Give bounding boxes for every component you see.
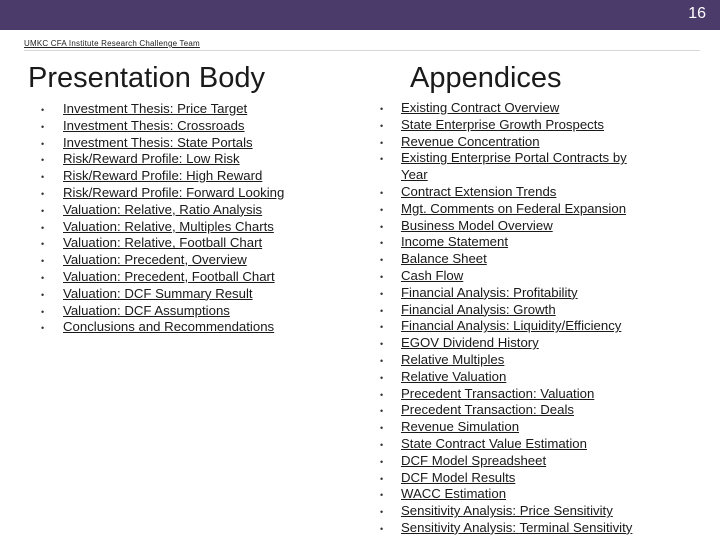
presentation-body-item[interactable] xyxy=(41,101,284,118)
bullet-icon: • xyxy=(41,155,45,166)
appendix-link[interactable]: Income Statement xyxy=(401,234,509,250)
appendix-link[interactable]: Business Model Overview xyxy=(401,217,553,233)
appendix-item[interactable] xyxy=(380,217,656,235)
bullet-icon: • xyxy=(380,187,384,198)
appendix-link[interactable]: Financial Analysis: Liquidity/Efficiency xyxy=(401,318,622,334)
appendix-item[interactable] xyxy=(380,351,656,369)
presentation-body-link[interactable]: Valuation: Relative, Ratio Analysis xyxy=(63,201,263,217)
presentation-body-link[interactable]: Valuation: Precedent, Football Chart xyxy=(63,268,275,284)
presentation-body-link[interactable]: Valuation: DCF Assumptions xyxy=(63,302,230,318)
appendix-item[interactable] xyxy=(380,100,656,117)
bullet-icon: • xyxy=(380,255,384,266)
presentation-body-item[interactable] xyxy=(41,184,285,202)
top-bar xyxy=(0,0,720,30)
bullet-icon: • xyxy=(380,355,384,366)
appendix-item[interactable] xyxy=(380,284,656,302)
appendices-title: Appendices xyxy=(410,62,562,94)
presentation-body-item[interactable] xyxy=(41,201,284,219)
presentation-body-item[interactable] xyxy=(41,235,284,252)
appendix-item[interactable] xyxy=(380,469,656,487)
presentation-body-item[interactable] xyxy=(41,117,284,135)
presentation-body-link[interactable]: Valuation: Relative, Multiples Charts xyxy=(63,218,274,234)
appendix-link[interactable]: Precedent Transaction: Valuation xyxy=(401,385,595,401)
bullet-icon: • xyxy=(380,238,384,249)
presentation-body-link[interactable]: Valuation: Precedent, Overview xyxy=(63,252,247,268)
appendix-item[interactable] xyxy=(380,234,656,251)
presentation-body-item[interactable] xyxy=(41,218,284,236)
bullet-icon: • xyxy=(41,138,45,149)
appendix-link[interactable]: Existing Enterprise Portal Contracts by Year xyxy=(401,150,627,183)
appendix-link[interactable]: Revenue Simulation xyxy=(401,419,520,435)
bullet-icon: • xyxy=(41,306,45,317)
appendix-link[interactable]: DCF Model Spreadsheet xyxy=(401,452,547,468)
bullet-icon: • xyxy=(380,406,384,417)
bullet-icon: • xyxy=(41,172,45,183)
presentation-body-link[interactable]: Risk/Reward Profile: Forward Looking xyxy=(63,184,285,200)
bullet-icon: • xyxy=(41,121,45,132)
appendix-link[interactable]: Balance Sheet xyxy=(401,251,487,267)
appendix-link[interactable]: Sensitivity Analysis: Terminal Sensitivity xyxy=(401,519,633,535)
appendix-item[interactable] xyxy=(380,503,656,520)
appendix-link[interactable]: Relative Multiples xyxy=(401,351,505,367)
bullet-icon: • xyxy=(41,239,45,250)
appendix-item[interactable] xyxy=(380,133,656,151)
presentation-body-link[interactable]: Risk/Reward Profile: High Reward xyxy=(63,168,263,184)
bullet-icon: • xyxy=(41,289,45,300)
bullet-icon: • xyxy=(380,473,384,484)
appendix-link[interactable]: DCF Model Results xyxy=(401,469,516,485)
appendix-link[interactable]: Precedent Transaction: Deals xyxy=(401,402,574,418)
presentation-body-item[interactable] xyxy=(41,168,284,185)
appendix-item[interactable] xyxy=(380,486,656,503)
bullet-icon: • xyxy=(380,523,384,534)
bullet-icon: • xyxy=(380,439,384,450)
appendix-link[interactable]: State Contract Value Estimation xyxy=(401,435,587,451)
appendix-link[interactable]: Existing Contract Overview xyxy=(401,100,560,115)
bullet-icon: • xyxy=(380,221,384,232)
appendix-item[interactable] xyxy=(380,402,656,419)
bullet-icon: • xyxy=(41,105,45,115)
presentation-body-item[interactable] xyxy=(41,285,284,303)
bullet-icon: • xyxy=(380,339,384,350)
appendix-item[interactable] xyxy=(380,267,656,285)
presentation-body-link[interactable]: Conclusions and Recommendations xyxy=(63,319,275,335)
presentation-body-link[interactable]: Risk/Reward Profile: Low Risk xyxy=(63,151,240,167)
bullet-icon: • xyxy=(380,137,384,148)
appendix-item[interactable] xyxy=(380,419,656,436)
presentation-body-link[interactable]: Investment Thesis: State Portals xyxy=(63,134,253,150)
appendix-item[interactable] xyxy=(380,183,656,201)
appendix-link[interactable]: EGOV Dividend History xyxy=(401,335,539,351)
presentation-body-item[interactable] xyxy=(41,302,284,320)
bullet-icon: • xyxy=(41,272,45,283)
appendix-link[interactable]: Mgt. Comments on Federal Expansion xyxy=(401,200,627,216)
bullet-icon: • xyxy=(41,323,45,334)
presentation-body-item[interactable] xyxy=(41,252,284,269)
appendix-link[interactable]: Revenue Concentration xyxy=(401,133,540,149)
bullet-icon: • xyxy=(380,389,384,400)
bullet-icon: • xyxy=(380,104,384,114)
appendix-link[interactable]: Financial Analysis: Growth xyxy=(401,301,556,317)
appendix-item[interactable] xyxy=(380,452,656,470)
appendix-item[interactable] xyxy=(380,519,656,537)
appendix-item[interactable] xyxy=(380,335,656,352)
appendix-link[interactable]: Contract Extension Trends xyxy=(401,183,557,199)
appendix-item[interactable] xyxy=(380,200,656,218)
bullet-icon: • xyxy=(380,204,384,215)
presentation-body-list xyxy=(41,101,285,336)
bullet-icon: • xyxy=(41,188,45,199)
appendix-link[interactable]: Sensitivity Analysis: Price Sensitivity xyxy=(401,503,613,519)
header-divider xyxy=(24,50,700,51)
bullet-icon: • xyxy=(380,490,384,501)
appendix-item[interactable] xyxy=(380,368,656,386)
appendix-item[interactable] xyxy=(380,435,656,453)
appendix-link[interactable]: WACC Estimation xyxy=(401,486,507,502)
bullet-icon: • xyxy=(380,322,384,333)
appendix-link[interactable]: Relative Valuation xyxy=(401,368,507,384)
bullet-icon: • xyxy=(380,288,384,299)
bullet-icon: • xyxy=(380,305,384,316)
team-label: UMKC CFA Institute Research Challenge Team xyxy=(24,39,200,48)
bullet-icon: • xyxy=(380,423,384,434)
presentation-body-link[interactable]: Valuation: DCF Summary Result xyxy=(63,285,253,301)
presentation-body-link[interactable]: Valuation: Relative, Football Chart xyxy=(63,235,263,251)
appendices-list xyxy=(380,100,656,537)
bullet-icon: • xyxy=(41,222,45,233)
presentation-body-item[interactable] xyxy=(41,268,284,286)
appendix-link[interactable]: Cash Flow xyxy=(401,267,464,283)
page-number: 16 xyxy=(688,5,706,22)
presentation-body-item[interactable] xyxy=(41,151,284,168)
appendix-item[interactable] xyxy=(380,116,656,134)
bullet-icon: • xyxy=(380,456,384,467)
presentation-body-link[interactable]: Investment Thesis: Crossroads xyxy=(63,117,245,133)
appendix-link[interactable]: State Enterprise Growth Prospects xyxy=(401,116,605,132)
bullet-icon: • xyxy=(380,507,384,518)
bullet-icon: • xyxy=(380,372,384,383)
bullet-icon: • xyxy=(41,256,45,267)
presentation-body-title: Presentation Body xyxy=(28,62,265,94)
appendix-item[interactable] xyxy=(380,150,656,184)
bullet-icon: • xyxy=(41,205,45,216)
appendix-item[interactable] xyxy=(380,251,656,268)
presentation-body-link[interactable]: Investment Thesis: Price Target xyxy=(63,101,248,116)
appendix-link[interactable]: Financial Analysis: Profitability xyxy=(401,284,578,300)
bullet-icon: • xyxy=(380,120,384,131)
appendix-item[interactable] xyxy=(380,301,656,319)
presentation-body-item[interactable] xyxy=(41,134,284,152)
bullet-icon: • xyxy=(380,271,384,282)
bullet-icon: • xyxy=(380,154,384,165)
appendix-item[interactable] xyxy=(380,385,656,403)
appendix-item[interactable] xyxy=(380,318,656,335)
presentation-body-item[interactable] xyxy=(41,319,284,336)
